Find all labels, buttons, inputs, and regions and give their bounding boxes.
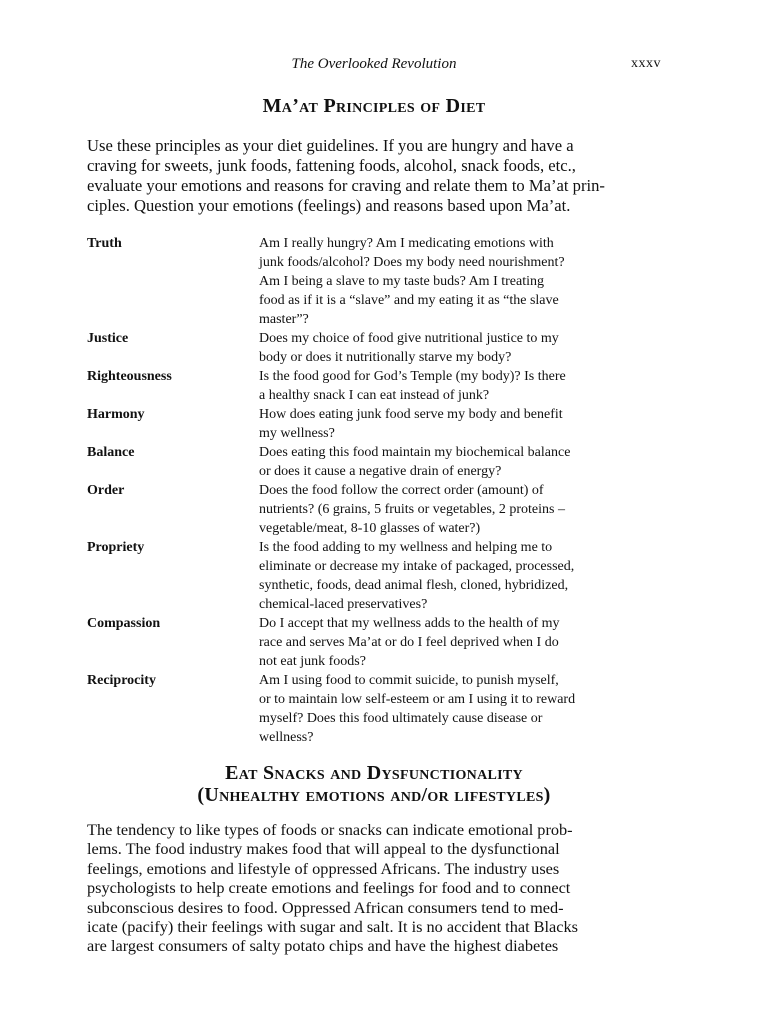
principle-description: [259, 614, 659, 671]
description-line: Am I really hungry? Am I medicating emotions with: [259, 236, 554, 251]
principle-description: [259, 234, 659, 329]
running-title: The Overlooked Revolution: [291, 56, 457, 72]
intro-line: craving for sweets, junk foods, fattening foods, alcohol, snack foods, etc.,: [87, 156, 576, 175]
description-line: nutrients? (6 grains, 5 fruits or vegetables, 2 proteins –: [259, 502, 565, 517]
description-line: Does the food follow the correct order (amount) of: [259, 483, 544, 498]
description-line: Am I using food to commit suicide, to punish myself,: [259, 673, 559, 688]
principle-term: Justice: [87, 331, 129, 346]
intro-paragraph: [87, 136, 661, 216]
description-line: Am I being a slave to my taste buds? Am I treating: [259, 274, 544, 289]
description-line: myself? Does this food ultimately cause disease or: [259, 711, 543, 726]
principle-term: Righteousness: [87, 369, 172, 384]
page-number: xxxv: [631, 56, 661, 71]
description-line: wellness?: [259, 730, 314, 745]
principle-term: Order: [87, 483, 125, 498]
principle-description: [259, 443, 659, 481]
body-line: icate (pacify) their feelings with sugar and salt. It is no accident that Blacks: [87, 917, 578, 937]
principle-description: [259, 405, 659, 443]
description-line: How does eating junk food serve my body and benefit: [259, 407, 563, 422]
body-line: The tendency to like types of foods or snacks can indicate emotional prob-: [87, 820, 573, 839]
principle-term: Propriety: [87, 540, 145, 555]
description-line: vegetable/meat, 8-10 glasses of water?): [259, 521, 481, 536]
description-line: a healthy snack I can eat instead of junk?: [259, 388, 490, 403]
body-line: are largest consumers of salty potato chips and have the highest diabetes: [87, 936, 559, 956]
body-line: psychologists to help create emotions and feelings for food and to connect: [87, 878, 571, 898]
principle-description: [259, 367, 659, 405]
principle-description: [259, 538, 659, 614]
description-line: Does eating this food maintain my biochemical balance: [259, 445, 571, 460]
body-line: feelings, emotions and lifestyle of oppressed Africans. The industry uses: [87, 858, 560, 878]
description-line: eliminate or decrease my intake of packaged, processed,: [259, 559, 575, 574]
section-title-snacks: [87, 762, 661, 806]
description-line: Do I accept that my wellness adds to the health of my: [259, 616, 560, 631]
principle-term: Truth: [87, 236, 122, 251]
description-line: Does my choice of food give nutritional justice to my: [259, 331, 559, 346]
intro-line: ciples. Question your emotions (feelings) and reasons based upon Ma’at.: [87, 196, 571, 215]
description-line: junk foods/alcohol? Does my body need nourishment?: [259, 255, 565, 270]
intro-line: Use these principles as your diet guidelines. If you are hungry and have a: [87, 136, 574, 155]
description-line: not eat junk foods?: [259, 654, 366, 669]
description-line: Is the food good for God’s Temple (my body)? Is there: [259, 369, 566, 384]
description-line: synthetic, foods, dead animal flesh, cloned, hybridized,: [259, 578, 569, 593]
intro-line: evaluate your emotions and reasons for craving and relate them to Ma’at prin-: [87, 176, 605, 195]
description-line: Is the food adding to my wellness and helping me to: [259, 540, 553, 555]
running-header: [87, 56, 661, 78]
body-paragraph: [87, 820, 661, 956]
description-line: or to maintain low self-esteem or am I using it to reward: [259, 692, 576, 707]
principle-term: Reciprocity: [87, 673, 156, 688]
description-line: my wellness?: [259, 426, 335, 441]
section-title-line: (Unhealthy emotions and/or lifestyles): [197, 784, 551, 806]
description-line: or does it cause a negative drain of energy?: [259, 464, 502, 479]
description-line: chemical-laced preservatives?: [259, 597, 428, 612]
description-line: food as if it is a “slave” and my eating it as “the slave: [259, 293, 559, 308]
principle-term: Compassion: [87, 616, 161, 631]
section-title-line: Eat Snacks and Dysfunctionality: [225, 762, 523, 784]
description-line: body or does it nutritionally starve my body?: [259, 350, 512, 365]
section-title-maat-diet: Ma’at Principles of Diet: [262, 95, 486, 117]
description-line: master”?: [259, 312, 309, 327]
body-line: lems. The food industry makes food that will appeal to the dysfunctional: [87, 839, 560, 859]
principle-description: [259, 481, 659, 538]
body-line: subconscious desires to food. Oppressed African consumers tend to med-: [87, 897, 564, 917]
description-line: race and serves Ma’at or do I feel deprived when I do: [259, 635, 559, 650]
principle-description: [259, 671, 659, 747]
principle-term: Harmony: [87, 407, 145, 422]
principle-term: Balance: [87, 445, 135, 460]
principle-description: [259, 329, 659, 367]
